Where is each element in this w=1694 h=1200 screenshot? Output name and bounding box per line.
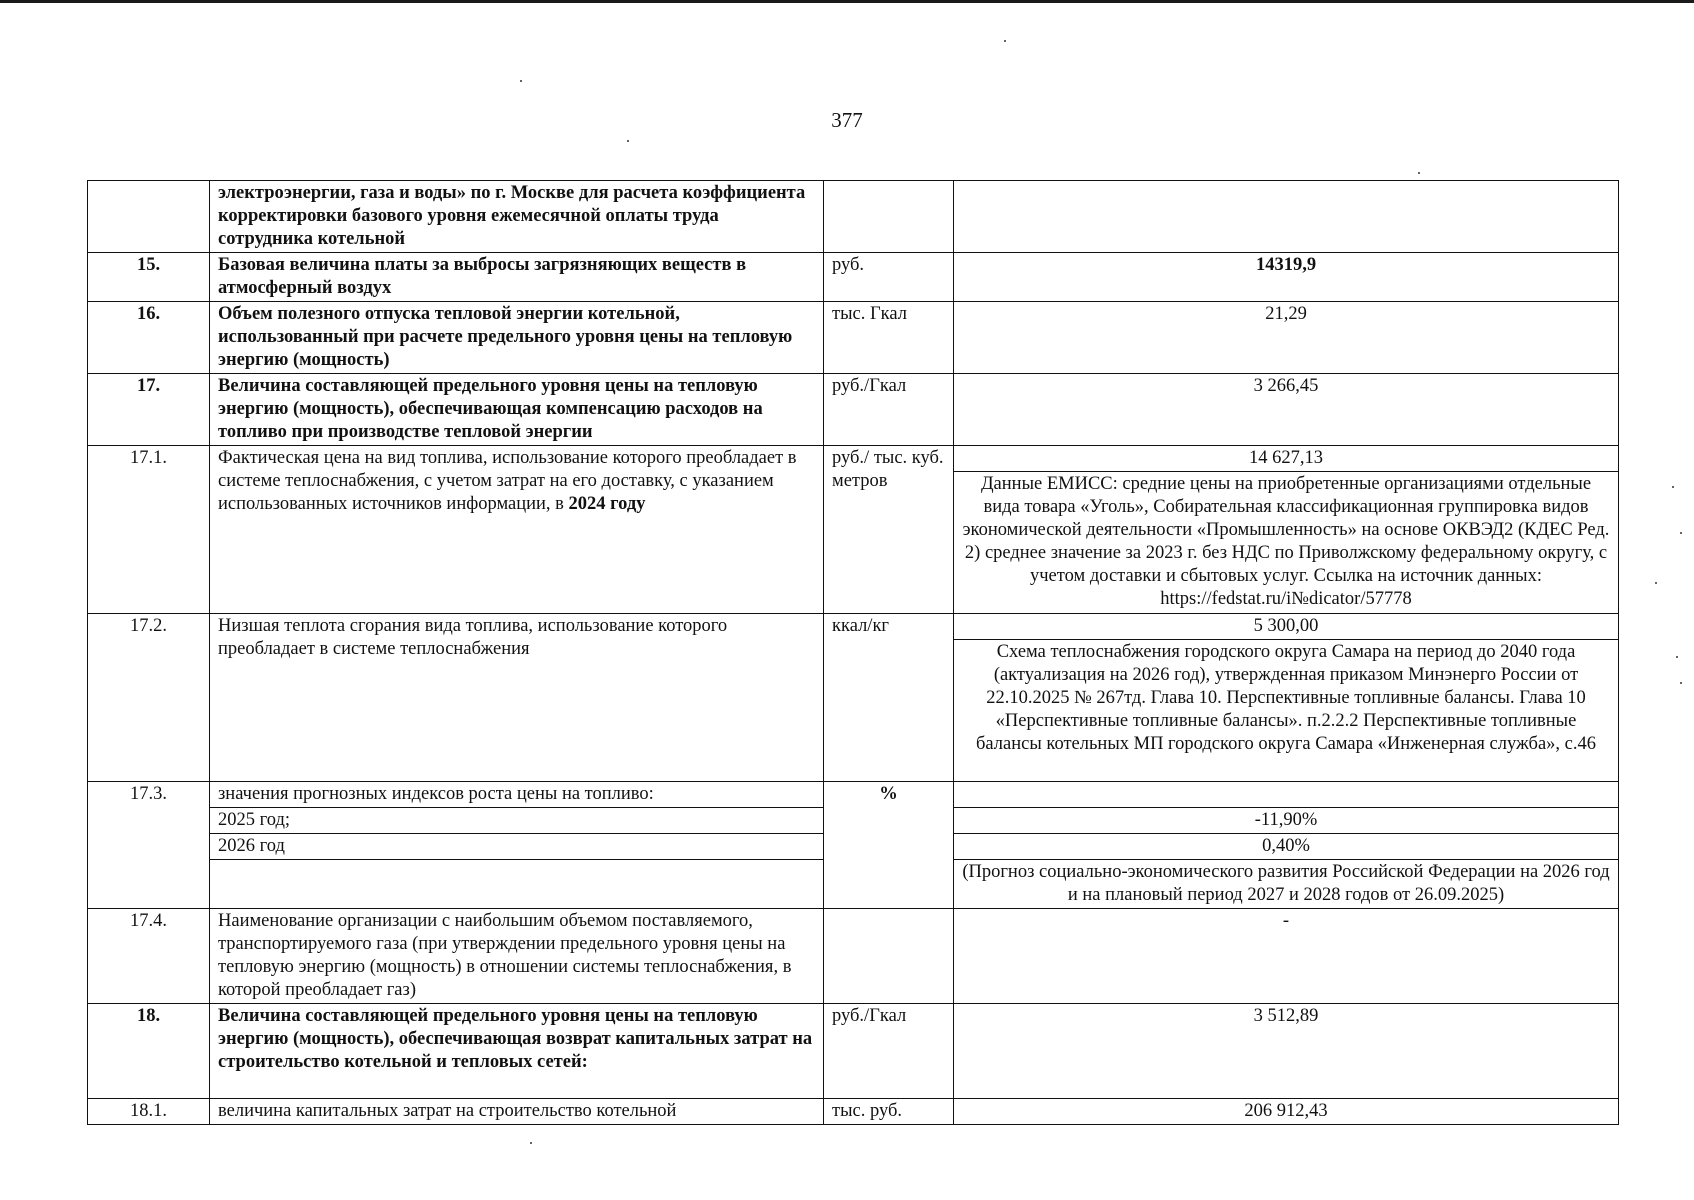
scan-speck: [1676, 656, 1678, 658]
scan-speck: [1418, 172, 1420, 174]
row-number: 17.1.: [88, 446, 210, 614]
empty-cell: [210, 860, 824, 909]
page-top-edge: [0, 0, 1694, 3]
scan-speck: [1004, 40, 1006, 42]
table-row-18: [88, 1004, 1619, 1099]
parameter-name: Объем полезного отпуска тепловой энергии котельной, использованный при расчете предельного уровня цены на тепловую энергию (мощность): [210, 302, 824, 374]
data-source-note: Данные ЕМИСС: средние цены на приобретенные организациями отдельные вида товара «Уголь», Собирательная классификационная группировка видов экономической деятельности «Промышленность» на основе ОКВЭД2 (КДЕС Ред. 2) среднее значение за 2023 г. без НДС по Приволжскому федеральному округу, с учетом доставки и сбытовых услуг. Ссылка на источник данных: https://fedstat.ru/i№dicator/57778: [954, 472, 1619, 614]
parameter-value: -: [954, 909, 1619, 1004]
parameter-unit: тыс. руб.: [824, 1099, 954, 1125]
parameter-value: 3 266,45: [954, 374, 1619, 446]
parameter-value: 3 512,89: [954, 1004, 1619, 1099]
scan-speck: [530, 1142, 532, 1144]
parameter-name: Наименование организации с наибольшим объемом поставляемого, транспортируемого газа (при утверждении предельного уровня цены на тепловую энергию (мощность) в отношении системы теплоснабжения, в которой преобладает газ): [210, 909, 824, 1004]
table-row-17-2: [88, 614, 1619, 640]
parameter-name: [210, 446, 824, 614]
table-row-17-1: [88, 446, 1619, 472]
parameter-name: Величина составляющей предельного уровня цены на тепловую энергию (мощность), обеспечивающая компенсацию расходов на топливо при производстве тепловой энергии: [210, 374, 824, 446]
parameter-name: Низшая теплота сгорания вида топлива, использование которого преобладает в системе теплоснабжения: [210, 614, 824, 782]
year-label-2026: 2026 год: [210, 834, 824, 860]
parameter-name: величина капитальных затрат на строительство котельной: [210, 1099, 824, 1125]
parameter-unit: руб./Гкал: [824, 1004, 954, 1099]
row-number: 16.: [88, 302, 210, 374]
scan-speck: [1680, 532, 1682, 534]
parameter-name: электроэнергии, газа и воды» по г. Москве для расчета коэффициента корректировки базового уровня ежемесячной оплаты труда сотрудника котельной: [210, 181, 824, 253]
data-source-note: (Прогноз социально-экономического развития Российской Федерации на 2026 год и на плановый период 2027 и 2028 годов от 26.09.2025): [954, 860, 1619, 909]
page-number: 377: [831, 108, 863, 132]
parameter-unit: руб.: [824, 253, 954, 302]
parameter-unit: [824, 909, 954, 1004]
parameter-unit: ккал/кг: [824, 614, 954, 782]
parameter-unit: руб./ тыс. куб. метров: [824, 446, 954, 614]
index-value-2026: 0,40%: [954, 834, 1619, 860]
tariff-parameters-table: [87, 180, 1619, 1125]
parameter-value: [954, 782, 1619, 808]
parameter-value: 5 300,00: [954, 614, 1619, 640]
parameter-name-year: 2024 году: [568, 494, 646, 514]
data-source-note: Схема теплоснабжения городского округа Самара на период до 2040 года (актуализация на 2026 год), утвержденная приказом Минэнерго России от 22.10.2025 № 267тд. Глава 10. Перспективные топливные балансы. Глава 10 «Перспективные топливные балансы». п.2.2.2 Перспективные топливные балансы котельных МП городского округа Самара «Инженерная служба», с.46: [954, 640, 1619, 782]
parameter-value: [954, 181, 1619, 253]
parameter-name: значения прогнозных индексов роста цены на топливо:: [210, 782, 824, 808]
scan-speck: [627, 140, 629, 142]
scan-speck: [1655, 582, 1657, 584]
table-row-17-4: [88, 909, 1619, 1004]
index-value-2025: -11,90%: [954, 808, 1619, 834]
table-row-16: [88, 302, 1619, 374]
row-number: 17.4.: [88, 909, 210, 1004]
parameter-unit: %: [824, 782, 954, 909]
table-row-14-continuation: [88, 181, 1619, 253]
parameter-name: Базовая величина платы за выбросы загрязняющих веществ в атмосферный воздух: [210, 253, 824, 302]
row-number: 17.2.: [88, 614, 210, 782]
parameter-unit: тыс. Гкал: [824, 302, 954, 374]
parameter-value: 21,29: [954, 302, 1619, 374]
year-label-2025: 2025 год;: [210, 808, 824, 834]
parameter-unit: руб./Гкал: [824, 374, 954, 446]
parameter-name-main: Фактическая цена на вид топлива, использование которого преобладает в системе теплоснабжения, с учетом затрат на его доставку, с указанием использованных источников информации, в: [218, 448, 797, 514]
table-row-18-1: [88, 1099, 1619, 1125]
parameter-unit: [824, 181, 954, 253]
parameter-name: Величина составляющей предельного уровня цены на тепловую энергию (мощность), обеспечивающая возврат капитальных затрат на строительство котельной и тепловых сетей:: [210, 1004, 824, 1099]
row-number: 17.: [88, 374, 210, 446]
parameter-value: 14319,9: [954, 253, 1619, 302]
scan-speck: [520, 80, 522, 82]
row-number: 15.: [88, 253, 210, 302]
scan-speck: [1672, 486, 1674, 488]
scan-speck: [1680, 682, 1682, 684]
table-row-17-3: [88, 782, 1619, 808]
parameter-value: 14 627,13: [954, 446, 1619, 472]
row-number: 18.: [88, 1004, 210, 1099]
table-row-17: [88, 374, 1619, 446]
parameter-value: 206 912,43: [954, 1099, 1619, 1125]
row-number: 18.1.: [88, 1099, 210, 1125]
row-number: 17.3.: [88, 782, 210, 909]
table-row-15: [88, 253, 1619, 302]
row-number: [88, 181, 210, 253]
